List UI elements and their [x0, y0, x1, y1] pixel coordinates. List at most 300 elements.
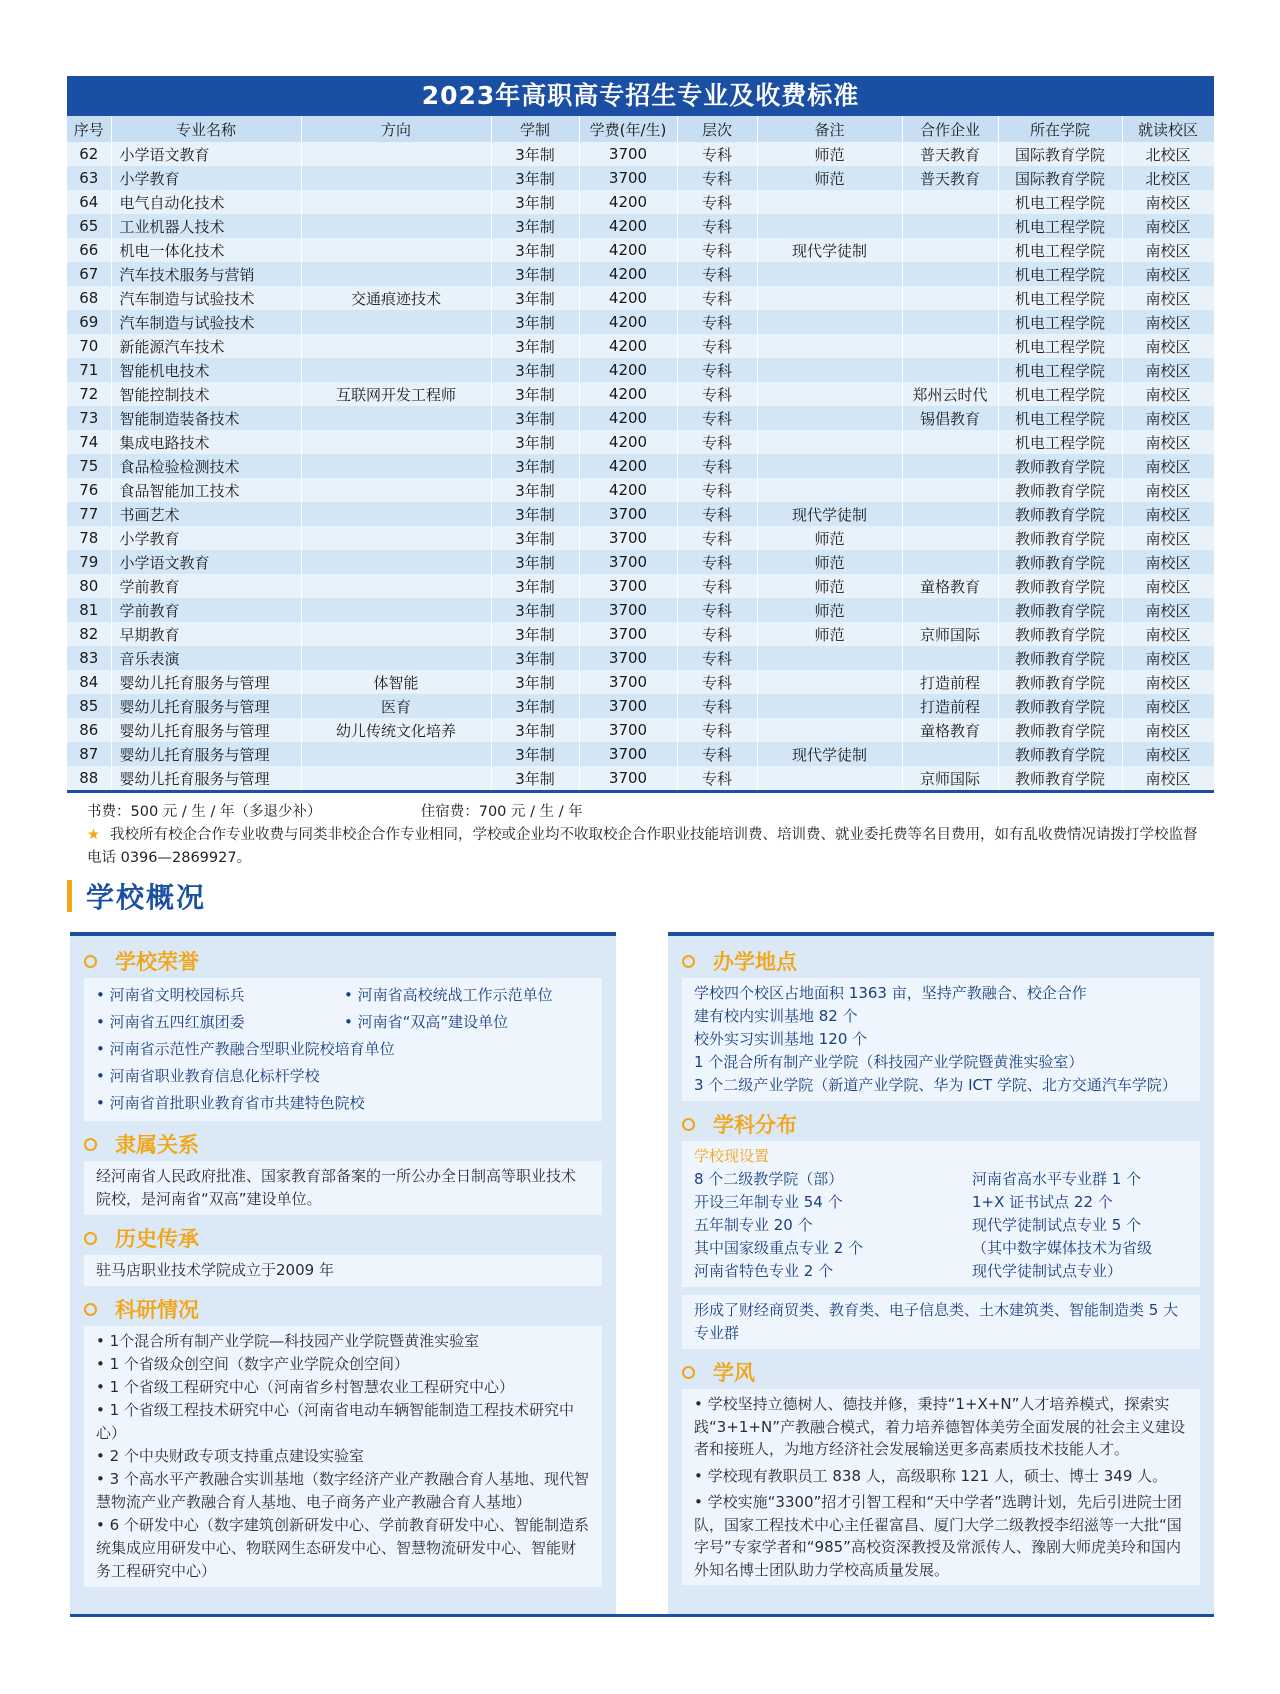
- level-cell: 专科: [677, 694, 757, 718]
- level-cell: 专科: [677, 358, 757, 382]
- row-number-cell: 64: [67, 190, 111, 214]
- direction-cell: [301, 598, 491, 622]
- statement-text: 我校所有校企合作专业收费与同类非校企合作专业相同，学校或企业均不收取校企合作职业技能培训费、培训费、就业委托费等名目费用，如有乱收费情况请拨打学校监督电话 0396—2869927。: [87, 827, 1198, 866]
- duration-cell: 3年制: [491, 310, 579, 334]
- research-item: • 6 个研发中心（数字建筑创新研发中心、学前教育研发中心、智能制造系统集成应用研发中心、物联网生态研发中心、智慧物流研发中心、智能财务工程研究中心）: [96, 1514, 590, 1583]
- major-name-cell: 书画艺术: [111, 502, 301, 526]
- major-name-cell: 婴幼儿托育服务与管理: [111, 694, 301, 718]
- direction-cell: [301, 646, 491, 670]
- duration-cell: 3年制: [491, 478, 579, 502]
- direction-cell: [301, 430, 491, 454]
- level-cell: 专科: [677, 214, 757, 238]
- campus-cell: 南校区: [1122, 262, 1214, 286]
- table-row: [67, 190, 1214, 214]
- college-cell: 机电工程学院: [998, 406, 1122, 430]
- circle-icon: [84, 1232, 97, 1245]
- direction-cell: [301, 550, 491, 574]
- partner-cell: [902, 334, 998, 358]
- col-header: 就读校区: [1122, 116, 1214, 142]
- campus-cell: 北校区: [1122, 142, 1214, 166]
- disciplines-title: 学科分布: [713, 1113, 797, 1137]
- tuition-cell: 3700: [579, 598, 677, 622]
- row-number-cell: 63: [67, 166, 111, 190]
- campus-cell: 南校区: [1122, 742, 1214, 766]
- partner-cell: 童格教育: [902, 574, 998, 598]
- left-panel: [70, 932, 616, 1616]
- remark-cell: 师范: [757, 622, 902, 646]
- major-name-cell: 汽车制造与试验技术: [111, 310, 301, 334]
- level-cell: 专科: [677, 526, 757, 550]
- level-cell: 专科: [677, 334, 757, 358]
- table-row: [67, 694, 1214, 718]
- style-heading: [682, 1357, 1214, 1387]
- research-item: • 2 个中央财政专项支持重点建设实验室: [96, 1445, 590, 1468]
- level-cell: 专科: [677, 286, 757, 310]
- level-cell: 专科: [677, 622, 757, 646]
- partner-cell: 郑州云时代: [902, 382, 998, 406]
- research-item: • 1 个省级工程研究中心（河南省乡村智慧农业工程研究中心）: [96, 1376, 590, 1399]
- col-header: 备注: [757, 116, 902, 142]
- tuition-cell: 3700: [579, 526, 677, 550]
- duration-cell: 3年制: [491, 382, 579, 406]
- remark-cell: 师范: [757, 142, 902, 166]
- duration-cell: 3年制: [491, 430, 579, 454]
- table-row: [67, 430, 1214, 454]
- tuition-cell: 3700: [579, 670, 677, 694]
- level-cell: 专科: [677, 742, 757, 766]
- campus-cell: 南校区: [1122, 334, 1214, 358]
- row-number-cell: 75: [67, 454, 111, 478]
- honors-list: [84, 978, 602, 1121]
- remark-cell: 现代学徒制: [757, 238, 902, 262]
- remark-cell: [757, 190, 902, 214]
- level-cell: 专科: [677, 550, 757, 574]
- campus-cell: 北校区: [1122, 166, 1214, 190]
- remark-cell: [757, 430, 902, 454]
- remark-cell: [757, 310, 902, 334]
- disciplines-left: [694, 1168, 972, 1283]
- college-cell: 机电工程学院: [998, 238, 1122, 262]
- college-cell: 教师教育学院: [998, 670, 1122, 694]
- tuition-cell: 3700: [579, 622, 677, 646]
- row-number-cell: 84: [67, 670, 111, 694]
- row-number-cell: 86: [67, 718, 111, 742]
- research-item: • 1 个省级众创空间（数字产业学院众创空间）: [96, 1353, 590, 1376]
- row-number-cell: 62: [67, 142, 111, 166]
- major-name-cell: 学前教育: [111, 598, 301, 622]
- major-name-cell: 食品智能加工技术: [111, 478, 301, 502]
- college-cell: 机电工程学院: [998, 310, 1122, 334]
- campus-cell: 南校区: [1122, 526, 1214, 550]
- history-title: 历史传承: [115, 1227, 199, 1251]
- remark-cell: 师范: [757, 574, 902, 598]
- level-cell: 专科: [677, 190, 757, 214]
- partner-cell: [902, 502, 998, 526]
- row-number-cell: 72: [67, 382, 111, 406]
- major-name-cell: 婴幼儿托育服务与管理: [111, 742, 301, 766]
- tuition-cell: 4200: [579, 430, 677, 454]
- disciplines-summary: 形成了财经商贸类、教育类、电子信息类、土木建筑类、智能制造类 5 大专业群: [682, 1295, 1200, 1349]
- level-cell: 专科: [677, 670, 757, 694]
- location-line: 学校四个校区占地面积 1363 亩，坚持产教融合、校企合作: [694, 984, 1087, 1002]
- table-row: [67, 670, 1214, 694]
- row-number-cell: 73: [67, 406, 111, 430]
- major-name-cell: 工业机器人技术: [111, 214, 301, 238]
- direction-cell: 体智能: [301, 670, 491, 694]
- table-bottom-rule: [67, 790, 1214, 793]
- major-name-cell: 小学语文教育: [111, 550, 301, 574]
- row-number-cell: 67: [67, 262, 111, 286]
- level-cell: 专科: [677, 766, 757, 790]
- level-cell: 专科: [677, 430, 757, 454]
- tuition-cell: 4200: [579, 478, 677, 502]
- duration-cell: 3年制: [491, 262, 579, 286]
- partner-cell: [902, 526, 998, 550]
- table-row: [67, 238, 1214, 262]
- research-title: 科研情况: [115, 1298, 199, 1322]
- partner-cell: [902, 214, 998, 238]
- fee-table: [67, 116, 1215, 790]
- row-number-cell: 71: [67, 358, 111, 382]
- remark-cell: [757, 646, 902, 670]
- partner-cell: 普天教育: [902, 166, 998, 190]
- tuition-cell: 3700: [579, 550, 677, 574]
- college-cell: 教师教育学院: [998, 454, 1122, 478]
- honor-item: • 河南省职业教育信息化标杆学校: [96, 1063, 590, 1090]
- table-row: [67, 286, 1214, 310]
- col-header: 层次: [677, 116, 757, 142]
- table-header-row: [67, 116, 1214, 142]
- circle-icon: [682, 955, 695, 968]
- overview-heading: [67, 878, 206, 914]
- duration-cell: 3年制: [491, 454, 579, 478]
- discipline-item: 现代学徒制试点专业 5 个: [972, 1216, 1142, 1234]
- campus-cell: 南校区: [1122, 670, 1214, 694]
- remark-cell: [757, 454, 902, 478]
- college-cell: 国际教育学院: [998, 166, 1122, 190]
- research-item: • 1 个省级工程技术研究中心（河南省电动车辆智能制造工程技术研究中心）: [96, 1399, 590, 1445]
- direction-cell: [301, 574, 491, 598]
- duration-cell: 3年制: [491, 574, 579, 598]
- major-name-cell: 机电一体化技术: [111, 238, 301, 262]
- college-cell: 国际教育学院: [998, 142, 1122, 166]
- table-row: [67, 550, 1214, 574]
- duration-cell: 3年制: [491, 406, 579, 430]
- tuition-cell: 4200: [579, 262, 677, 286]
- table-row: [67, 646, 1214, 670]
- discipline-item: 8 个二级教学院（部）: [694, 1170, 844, 1188]
- major-name-cell: 智能制造装备技术: [111, 406, 301, 430]
- history-heading: [84, 1223, 616, 1253]
- discipline-item: 开设三年制专业 54 个: [694, 1193, 843, 1211]
- history-text: 驻马店职业技术学院成立于2009 年: [84, 1255, 602, 1286]
- duration-cell: 3年制: [491, 334, 579, 358]
- discipline-item: （其中数字媒体技术为省级: [972, 1239, 1153, 1257]
- major-name-cell: 婴幼儿托育服务与管理: [111, 670, 301, 694]
- table-title: 2023年高职高专招生专业及收费标准: [67, 76, 1214, 116]
- table-row: [67, 358, 1214, 382]
- campus-cell: 南校区: [1122, 190, 1214, 214]
- partner-cell: [902, 358, 998, 382]
- tuition-cell: 3700: [579, 574, 677, 598]
- partner-cell: [902, 598, 998, 622]
- campus-cell: 南校区: [1122, 310, 1214, 334]
- major-name-cell: 早期教育: [111, 622, 301, 646]
- duration-cell: 3年制: [491, 142, 579, 166]
- tuition-cell: 4200: [579, 454, 677, 478]
- tuition-cell: 4200: [579, 190, 677, 214]
- duration-cell: 3年制: [491, 742, 579, 766]
- table-row: [67, 574, 1214, 598]
- table-row: [67, 502, 1214, 526]
- college-cell: 教师教育学院: [998, 574, 1122, 598]
- direction-cell: [301, 310, 491, 334]
- circle-icon: [84, 1138, 97, 1151]
- campus-cell: 南校区: [1122, 478, 1214, 502]
- col-header: 合作企业: [902, 116, 998, 142]
- duration-cell: 3年制: [491, 766, 579, 790]
- row-number-cell: 79: [67, 550, 111, 574]
- tuition-cell: 4200: [579, 310, 677, 334]
- duration-cell: 3年制: [491, 190, 579, 214]
- major-name-cell: 小学教育: [111, 526, 301, 550]
- table-body: [67, 142, 1214, 790]
- tuition-cell: 3700: [579, 142, 677, 166]
- right-panel: [668, 932, 1214, 1616]
- row-number-cell: 66: [67, 238, 111, 262]
- discipline-item: 其中国家级重点专业 2 个: [694, 1239, 864, 1257]
- honor-item: • 河南省文明校园标兵: [96, 982, 344, 1009]
- direction-cell: [301, 142, 491, 166]
- college-cell: 机电工程学院: [998, 214, 1122, 238]
- partner-cell: [902, 454, 998, 478]
- remark-cell: [757, 694, 902, 718]
- duration-cell: 3年制: [491, 598, 579, 622]
- affiliation-heading: [84, 1129, 616, 1159]
- partner-cell: 京师国际: [902, 766, 998, 790]
- direction-cell: [301, 166, 491, 190]
- direction-cell: [301, 190, 491, 214]
- tuition-cell: 4200: [579, 334, 677, 358]
- table-row: [67, 622, 1214, 646]
- major-name-cell: 音乐表演: [111, 646, 301, 670]
- star-icon: ★: [87, 827, 100, 843]
- location-heading: [682, 946, 1214, 976]
- row-number-cell: 80: [67, 574, 111, 598]
- fee-line: [87, 801, 1204, 824]
- direction-cell: [301, 214, 491, 238]
- duration-cell: 3年制: [491, 526, 579, 550]
- discipline-item: 河南省特色专业 2 个: [694, 1262, 834, 1280]
- honor-item: • 河南省高校统战工作示范单位: [344, 982, 590, 1009]
- table-row: [67, 382, 1214, 406]
- level-cell: 专科: [677, 166, 757, 190]
- level-cell: 专科: [677, 646, 757, 670]
- campus-cell: 南校区: [1122, 550, 1214, 574]
- duration-cell: 3年制: [491, 502, 579, 526]
- college-cell: 教师教育学院: [998, 598, 1122, 622]
- college-cell: 机电工程学院: [998, 358, 1122, 382]
- honors-title: 学校荣誉: [115, 950, 199, 974]
- partner-cell: [902, 310, 998, 334]
- campus-cell: 南校区: [1122, 454, 1214, 478]
- level-cell: 专科: [677, 718, 757, 742]
- remark-cell: 现代学徒制: [757, 502, 902, 526]
- college-cell: 教师教育学院: [998, 718, 1122, 742]
- partner-cell: [902, 742, 998, 766]
- remark-cell: [757, 766, 902, 790]
- campus-cell: 南校区: [1122, 406, 1214, 430]
- duration-cell: 3年制: [491, 622, 579, 646]
- tuition-cell: 3700: [579, 742, 677, 766]
- remark-cell: [757, 214, 902, 238]
- partner-cell: 京师国际: [902, 622, 998, 646]
- partner-cell: 童格教育: [902, 718, 998, 742]
- style-item: • 学校实施“3300”招才引智工程和“天中学者”选聘计划，先后引进院士团队，国家工程技术中心主任翟富昌、厦门大学二级教授李绍滋等一大批“国字号”专家学者和“985”高校资深教授及常派传人、豫剧大师虎美玲和国内外知名博士团队助力学校高质量发展。: [694, 1491, 1188, 1581]
- direction-cell: [301, 454, 491, 478]
- partner-cell: [902, 238, 998, 262]
- college-cell: 教师教育学院: [998, 766, 1122, 790]
- remark-cell: 师范: [757, 526, 902, 550]
- partner-cell: [902, 646, 998, 670]
- honor-item: • 河南省“双高”建设单位: [344, 1009, 590, 1036]
- campus-cell: 南校区: [1122, 718, 1214, 742]
- circle-icon: [84, 1303, 97, 1316]
- col-header: 序号: [67, 116, 111, 142]
- campus-cell: 南校区: [1122, 766, 1214, 790]
- partner-cell: 打造前程: [902, 694, 998, 718]
- remark-cell: 师范: [757, 550, 902, 574]
- table-row: [67, 718, 1214, 742]
- row-number-cell: 87: [67, 742, 111, 766]
- statement: [87, 824, 1204, 870]
- table-row: [67, 598, 1214, 622]
- row-number-cell: 68: [67, 286, 111, 310]
- college-cell: 机电工程学院: [998, 286, 1122, 310]
- college-cell: 机电工程学院: [998, 430, 1122, 454]
- row-number-cell: 83: [67, 646, 111, 670]
- duration-cell: 3年制: [491, 694, 579, 718]
- table-row: [67, 454, 1214, 478]
- row-number-cell: 65: [67, 214, 111, 238]
- major-name-cell: 学前教育: [111, 574, 301, 598]
- duration-cell: 3年制: [491, 238, 579, 262]
- partner-cell: 普天教育: [902, 142, 998, 166]
- disciplines-right: [972, 1168, 1188, 1283]
- direction-cell: 医育: [301, 694, 491, 718]
- table-row: [67, 526, 1214, 550]
- duration-cell: 3年制: [491, 646, 579, 670]
- campus-cell: 南校区: [1122, 214, 1214, 238]
- affiliation-text: 经河南省人民政府批准、国家教育部备案的一所公办全日制高等职业技术院校，是河南省“双高”建设单位。: [84, 1161, 602, 1215]
- tuition-cell: 3700: [579, 502, 677, 526]
- level-cell: 专科: [677, 574, 757, 598]
- major-name-cell: 小学语文教育: [111, 142, 301, 166]
- partner-cell: [902, 262, 998, 286]
- major-name-cell: 食品检验检测技术: [111, 454, 301, 478]
- research-item: • 1个混合所有制产业学院—科技园产业学院暨黄淮实验室: [96, 1330, 590, 1353]
- discipline-item: 五年制专业 20 个: [694, 1216, 813, 1234]
- duration-cell: 3年制: [491, 670, 579, 694]
- table-row: [67, 334, 1214, 358]
- disciplines-heading: [682, 1109, 1214, 1139]
- location-line: 校外实习实训基地 120 个: [694, 1030, 868, 1048]
- direction-cell: [301, 406, 491, 430]
- level-cell: 专科: [677, 310, 757, 334]
- college-cell: 教师教育学院: [998, 622, 1122, 646]
- college-cell: 教师教育学院: [998, 646, 1122, 670]
- campus-cell: 南校区: [1122, 622, 1214, 646]
- table-row: [67, 262, 1214, 286]
- honors-heading: [84, 946, 616, 976]
- major-name-cell: 智能控制技术: [111, 382, 301, 406]
- honor-item: • 河南省首批职业教育省市共建特色院校: [96, 1090, 590, 1117]
- honor-item: • 河南省五四红旗团委: [96, 1009, 344, 1036]
- discipline-item: 河南省高水平专业群 1 个: [972, 1170, 1142, 1188]
- major-name-cell: 小学教育: [111, 166, 301, 190]
- level-cell: 专科: [677, 406, 757, 430]
- partner-cell: [902, 286, 998, 310]
- tuition-cell: 4200: [579, 238, 677, 262]
- location-line: 3 个二级产业学院（新道产业学院、华为 ICT 学院、北方交通汽车学院）: [694, 1076, 1177, 1094]
- remark-cell: 师范: [757, 166, 902, 190]
- remark-cell: [757, 358, 902, 382]
- duration-cell: 3年制: [491, 166, 579, 190]
- lodging-fee: 住宿费：700 元 / 生 / 年: [420, 804, 583, 820]
- overview-title: 学校概况: [86, 881, 207, 914]
- direction-cell: [301, 358, 491, 382]
- partner-cell: [902, 190, 998, 214]
- level-cell: 专科: [677, 598, 757, 622]
- college-cell: 机电工程学院: [998, 382, 1122, 406]
- remark-cell: 师范: [757, 598, 902, 622]
- remark-cell: 现代学徒制: [757, 742, 902, 766]
- circle-icon: [84, 955, 97, 968]
- duration-cell: 3年制: [491, 214, 579, 238]
- remark-cell: [757, 406, 902, 430]
- college-cell: 教师教育学院: [998, 526, 1122, 550]
- tuition-cell: 4200: [579, 214, 677, 238]
- direction-cell: [301, 742, 491, 766]
- college-cell: 机电工程学院: [998, 190, 1122, 214]
- direction-cell: [301, 238, 491, 262]
- direction-cell: 交通痕迹技术: [301, 286, 491, 310]
- level-cell: 专科: [677, 238, 757, 262]
- level-cell: 专科: [677, 262, 757, 286]
- direction-cell: [301, 766, 491, 790]
- college-cell: 教师教育学院: [998, 550, 1122, 574]
- discipline-item: 1+X 证书试点 22 个: [972, 1193, 1113, 1211]
- remark-cell: [757, 262, 902, 286]
- table-row: [67, 406, 1214, 430]
- bottom-rule: [70, 1614, 1214, 1617]
- direction-cell: [301, 334, 491, 358]
- table-row: [67, 766, 1214, 790]
- campus-cell: 南校区: [1122, 598, 1214, 622]
- col-header: 专业名称: [111, 116, 301, 142]
- row-number-cell: 85: [67, 694, 111, 718]
- col-header: 学费(年/生): [579, 116, 677, 142]
- level-cell: 专科: [677, 454, 757, 478]
- direction-cell: 互联网开发工程师: [301, 382, 491, 406]
- tuition-cell: 3700: [579, 646, 677, 670]
- fee-table-section: [67, 76, 1214, 870]
- row-number-cell: 78: [67, 526, 111, 550]
- remark-cell: [757, 718, 902, 742]
- row-number-cell: 77: [67, 502, 111, 526]
- partner-cell: [902, 478, 998, 502]
- duration-cell: 3年制: [491, 286, 579, 310]
